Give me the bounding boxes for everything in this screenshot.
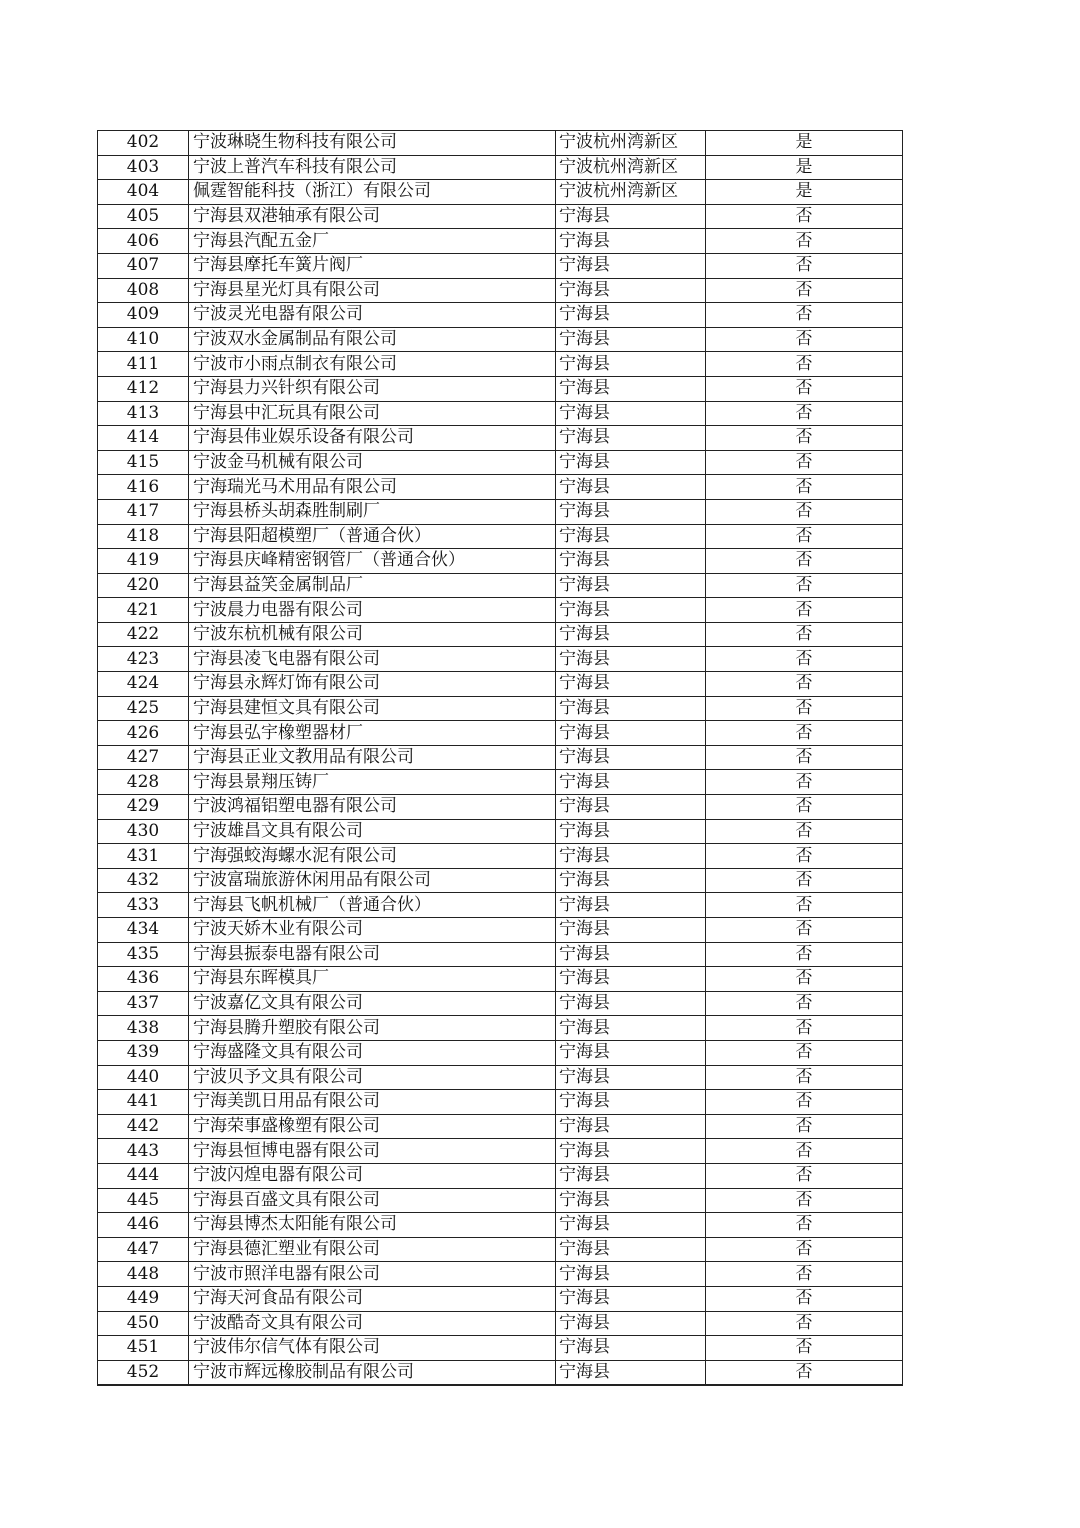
- status-cell: 否: [706, 524, 903, 549]
- company-name-cell: 宁海县摩托车簧片阀厂: [189, 253, 556, 278]
- row-number-cell: 447: [98, 1237, 189, 1262]
- status-cell: 否: [706, 1163, 903, 1188]
- status-cell: 否: [706, 303, 903, 328]
- row-number-cell: 406: [98, 229, 189, 254]
- status-cell: 否: [706, 721, 903, 746]
- row-number-cell: 417: [98, 499, 189, 524]
- row-number-cell: 449: [98, 1286, 189, 1311]
- row-number-cell: 405: [98, 204, 189, 229]
- status-cell: 否: [706, 598, 903, 623]
- region-cell: 宁海县: [556, 672, 706, 697]
- row-number-cell: 402: [98, 131, 189, 156]
- company-name-cell: 宁海县景翔压铸厂: [189, 770, 556, 795]
- company-name-cell: 宁海县凌飞电器有限公司: [189, 647, 556, 672]
- company-name-cell: 宁海县正业文教用品有限公司: [189, 745, 556, 770]
- row-number-cell: 407: [98, 253, 189, 278]
- row-number-cell: 404: [98, 180, 189, 205]
- row-number-cell: 436: [98, 967, 189, 992]
- status-cell: 否: [706, 1336, 903, 1361]
- table-row: [98, 253, 903, 278]
- region-cell: 宁海县: [556, 376, 706, 401]
- region-cell: 宁海县: [556, 745, 706, 770]
- status-cell: 否: [706, 991, 903, 1016]
- region-cell: 宁海县: [556, 450, 706, 475]
- company-name-cell: 宁海县力兴针织有限公司: [189, 376, 556, 401]
- table-row: [98, 524, 903, 549]
- company-name-cell: 宁波天娇木业有限公司: [189, 918, 556, 943]
- row-number-cell: 422: [98, 622, 189, 647]
- table-row: [98, 180, 903, 205]
- status-cell: 否: [706, 647, 903, 672]
- status-cell: 否: [706, 229, 903, 254]
- row-number-cell: 420: [98, 573, 189, 598]
- table-row: [98, 1360, 903, 1385]
- region-cell: 宁海县: [556, 524, 706, 549]
- company-name-cell: 宁海县中汇玩具有限公司: [189, 401, 556, 426]
- company-name-cell: 宁海县东晖模具厂: [189, 967, 556, 992]
- company-name-cell: 宁海县汽配五金厂: [189, 229, 556, 254]
- region-cell: 宁海县: [556, 721, 706, 746]
- row-number-cell: 413: [98, 401, 189, 426]
- region-cell: 宁波杭州湾新区: [556, 155, 706, 180]
- status-cell: 否: [706, 1040, 903, 1065]
- company-name-cell: 宁波东杭机械有限公司: [189, 622, 556, 647]
- row-number-cell: 416: [98, 475, 189, 500]
- row-number-cell: 425: [98, 696, 189, 721]
- region-cell: 宁海县: [556, 1336, 706, 1361]
- table-row: [98, 426, 903, 451]
- table-row: [98, 303, 903, 328]
- table-row: [98, 1213, 903, 1238]
- status-cell: 否: [706, 1188, 903, 1213]
- table-row: [98, 1040, 903, 1065]
- status-cell: 否: [706, 450, 903, 475]
- status-cell: 否: [706, 1090, 903, 1115]
- enterprise-table: [97, 130, 903, 1386]
- region-cell: 宁海县: [556, 770, 706, 795]
- company-name-cell: 宁波雄昌文具有限公司: [189, 819, 556, 844]
- row-number-cell: 441: [98, 1090, 189, 1115]
- region-cell: 宁海县: [556, 918, 706, 943]
- company-name-cell: 宁波市照洋电器有限公司: [189, 1262, 556, 1287]
- row-number-cell: 423: [98, 647, 189, 672]
- table-row: [98, 1163, 903, 1188]
- status-cell: 否: [706, 1311, 903, 1336]
- row-number-cell: 444: [98, 1163, 189, 1188]
- row-number-cell: 421: [98, 598, 189, 623]
- region-cell: 宁海县: [556, 352, 706, 377]
- row-number-cell: 439: [98, 1040, 189, 1065]
- row-number-cell: 428: [98, 770, 189, 795]
- region-cell: 宁海县: [556, 1213, 706, 1238]
- table-row: [98, 1188, 903, 1213]
- table-row: [98, 721, 903, 746]
- company-name-cell: 宁波上普汽车科技有限公司: [189, 155, 556, 180]
- row-number-cell: 435: [98, 942, 189, 967]
- company-name-cell: 宁波酷奇文具有限公司: [189, 1311, 556, 1336]
- status-cell: 否: [706, 549, 903, 574]
- table-row: [98, 475, 903, 500]
- region-cell: 宁海县: [556, 229, 706, 254]
- row-number-cell: 424: [98, 672, 189, 697]
- company-name-cell: 宁海县百盛文具有限公司: [189, 1188, 556, 1213]
- company-name-cell: 宁海县双港轴承有限公司: [189, 204, 556, 229]
- row-number-cell: 431: [98, 844, 189, 869]
- status-cell: 否: [706, 352, 903, 377]
- region-cell: 宁海县: [556, 1065, 706, 1090]
- company-name-cell: 宁海县益笑金属制品厂: [189, 573, 556, 598]
- company-name-cell: 宁海县振泰电器有限公司: [189, 942, 556, 967]
- table-row: [98, 1114, 903, 1139]
- row-number-cell: 403: [98, 155, 189, 180]
- status-cell: 否: [706, 1213, 903, 1238]
- row-number-cell: 411: [98, 352, 189, 377]
- row-number-cell: 452: [98, 1360, 189, 1385]
- table-row: [98, 131, 903, 156]
- row-number-cell: 443: [98, 1139, 189, 1164]
- status-cell: 否: [706, 253, 903, 278]
- region-cell: 宁海县: [556, 795, 706, 820]
- table-row: [98, 327, 903, 352]
- table-body: [98, 131, 903, 1386]
- status-cell: 否: [706, 426, 903, 451]
- company-name-cell: 宁海县弘宇橡塑器材厂: [189, 721, 556, 746]
- company-name-cell: 宁波富瑞旅游休闲用品有限公司: [189, 868, 556, 893]
- region-cell: 宁海县: [556, 327, 706, 352]
- company-name-cell: 宁波伟尔信气体有限公司: [189, 1336, 556, 1361]
- table-row: [98, 549, 903, 574]
- enterprise-table-container: [97, 130, 895, 1386]
- status-cell: 否: [706, 770, 903, 795]
- table-row: [98, 573, 903, 598]
- company-name-cell: 宁海荣事盛橡塑有限公司: [189, 1114, 556, 1139]
- row-number-cell: 430: [98, 819, 189, 844]
- status-cell: 否: [706, 475, 903, 500]
- company-name-cell: 宁海县博杰太阳能有限公司: [189, 1213, 556, 1238]
- region-cell: 宁波杭州湾新区: [556, 180, 706, 205]
- table-row: [98, 1139, 903, 1164]
- company-name-cell: 宁波金马机械有限公司: [189, 450, 556, 475]
- company-name-cell: 宁海县腾升塑胶有限公司: [189, 1016, 556, 1041]
- company-name-cell: 宁波鸿福铝塑电器有限公司: [189, 795, 556, 820]
- status-cell: 否: [706, 499, 903, 524]
- status-cell: 否: [706, 1016, 903, 1041]
- company-name-cell: 宁海县伟业娱乐设备有限公司: [189, 426, 556, 451]
- row-number-cell: 429: [98, 795, 189, 820]
- company-name-cell: 宁波嘉亿文具有限公司: [189, 991, 556, 1016]
- status-cell: 是: [706, 131, 903, 156]
- row-number-cell: 427: [98, 745, 189, 770]
- row-number-cell: 438: [98, 1016, 189, 1041]
- region-cell: 宁海县: [556, 1040, 706, 1065]
- status-cell: 否: [706, 1114, 903, 1139]
- status-cell: 否: [706, 942, 903, 967]
- region-cell: 宁海县: [556, 573, 706, 598]
- company-name-cell: 宁海天河食品有限公司: [189, 1286, 556, 1311]
- table-row: [98, 1286, 903, 1311]
- status-cell: 否: [706, 327, 903, 352]
- table-row: [98, 918, 903, 943]
- region-cell: 宁海县: [556, 622, 706, 647]
- row-number-cell: 437: [98, 991, 189, 1016]
- row-number-cell: 442: [98, 1114, 189, 1139]
- company-name-cell: 宁海县桥头胡森胜制刷厂: [189, 499, 556, 524]
- table-row: [98, 1311, 903, 1336]
- status-cell: 否: [706, 376, 903, 401]
- company-name-cell: 宁波闪煌电器有限公司: [189, 1163, 556, 1188]
- status-cell: 是: [706, 155, 903, 180]
- company-name-cell: 宁海盛隆文具有限公司: [189, 1040, 556, 1065]
- table-row: [98, 622, 903, 647]
- region-cell: 宁海县: [556, 549, 706, 574]
- table-row: [98, 868, 903, 893]
- status-cell: 否: [706, 672, 903, 697]
- company-name-cell: 宁波晨力电器有限公司: [189, 598, 556, 623]
- region-cell: 宁海县: [556, 819, 706, 844]
- region-cell: 宁海县: [556, 253, 706, 278]
- table-row: [98, 795, 903, 820]
- row-number-cell: 445: [98, 1188, 189, 1213]
- region-cell: 宁海县: [556, 1163, 706, 1188]
- row-number-cell: 409: [98, 303, 189, 328]
- table-row: [98, 672, 903, 697]
- row-number-cell: 448: [98, 1262, 189, 1287]
- company-name-cell: 宁海县永辉灯饰有限公司: [189, 672, 556, 697]
- region-cell: 宁海县: [556, 1262, 706, 1287]
- company-name-cell: 佩霆智能科技（浙江）有限公司: [189, 180, 556, 205]
- status-cell: 否: [706, 844, 903, 869]
- region-cell: 宁海县: [556, 1090, 706, 1115]
- region-cell: 宁海县: [556, 401, 706, 426]
- company-name-cell: 宁海美凯日用品有限公司: [189, 1090, 556, 1115]
- region-cell: 宁海县: [556, 696, 706, 721]
- table-row: [98, 1262, 903, 1287]
- region-cell: 宁海县: [556, 1016, 706, 1041]
- row-number-cell: 446: [98, 1213, 189, 1238]
- company-name-cell: 宁波市辉远橡胶制品有限公司: [189, 1360, 556, 1385]
- region-cell: 宁海县: [556, 1311, 706, 1336]
- status-cell: 否: [706, 1262, 903, 1287]
- row-number-cell: 434: [98, 918, 189, 943]
- status-cell: 否: [706, 918, 903, 943]
- region-cell: 宁波杭州湾新区: [556, 131, 706, 156]
- table-row: [98, 1237, 903, 1262]
- status-cell: 否: [706, 1139, 903, 1164]
- region-cell: 宁海县: [556, 1188, 706, 1213]
- region-cell: 宁海县: [556, 1286, 706, 1311]
- row-number-cell: 426: [98, 721, 189, 746]
- status-cell: 是: [706, 180, 903, 205]
- status-cell: 否: [706, 893, 903, 918]
- table-row: [98, 278, 903, 303]
- region-cell: 宁海县: [556, 893, 706, 918]
- status-cell: 否: [706, 868, 903, 893]
- table-row: [98, 1336, 903, 1361]
- status-cell: 否: [706, 622, 903, 647]
- table-row: [98, 770, 903, 795]
- table-row: [98, 1065, 903, 1090]
- row-number-cell: 408: [98, 278, 189, 303]
- region-cell: 宁海县: [556, 967, 706, 992]
- status-cell: 否: [706, 819, 903, 844]
- company-name-cell: 宁海瑞光马术用品有限公司: [189, 475, 556, 500]
- row-number-cell: 414: [98, 426, 189, 451]
- row-number-cell: 450: [98, 1311, 189, 1336]
- table-row: [98, 1016, 903, 1041]
- row-number-cell: 410: [98, 327, 189, 352]
- region-cell: 宁海县: [556, 1237, 706, 1262]
- table-row: [98, 893, 903, 918]
- company-name-cell: 宁海强蛟海螺水泥有限公司: [189, 844, 556, 869]
- region-cell: 宁海县: [556, 598, 706, 623]
- row-number-cell: 415: [98, 450, 189, 475]
- table-row: [98, 204, 903, 229]
- region-cell: 宁海县: [556, 991, 706, 1016]
- company-name-cell: 宁海县飞帆机械厂（普通合伙）: [189, 893, 556, 918]
- region-cell: 宁海县: [556, 426, 706, 451]
- status-cell: 否: [706, 967, 903, 992]
- region-cell: 宁海县: [556, 303, 706, 328]
- status-cell: 否: [706, 1237, 903, 1262]
- status-cell: 否: [706, 1286, 903, 1311]
- company-name-cell: 宁波双水金属制品有限公司: [189, 327, 556, 352]
- row-number-cell: 451: [98, 1336, 189, 1361]
- company-name-cell: 宁海县恒博电器有限公司: [189, 1139, 556, 1164]
- table-row: [98, 696, 903, 721]
- status-cell: 否: [706, 204, 903, 229]
- region-cell: 宁海县: [556, 1360, 706, 1385]
- row-number-cell: 418: [98, 524, 189, 549]
- region-cell: 宁海县: [556, 942, 706, 967]
- company-name-cell: 宁海县星光灯具有限公司: [189, 278, 556, 303]
- table-row: [98, 499, 903, 524]
- company-name-cell: 宁波灵光电器有限公司: [189, 303, 556, 328]
- status-cell: 否: [706, 278, 903, 303]
- status-cell: 否: [706, 573, 903, 598]
- table-row: [98, 967, 903, 992]
- row-number-cell: 412: [98, 376, 189, 401]
- region-cell: 宁海县: [556, 278, 706, 303]
- region-cell: 宁海县: [556, 1139, 706, 1164]
- table-row: [98, 819, 903, 844]
- table-row: [98, 942, 903, 967]
- table-row: [98, 376, 903, 401]
- table-row: [98, 450, 903, 475]
- table-row: [98, 229, 903, 254]
- table-row: [98, 745, 903, 770]
- company-name-cell: 宁海县德汇塑业有限公司: [189, 1237, 556, 1262]
- row-number-cell: 433: [98, 893, 189, 918]
- table-row: [98, 598, 903, 623]
- company-name-cell: 宁海县阳超模塑厂（普通合伙）: [189, 524, 556, 549]
- region-cell: 宁海县: [556, 475, 706, 500]
- table-row: [98, 844, 903, 869]
- status-cell: 否: [706, 1360, 903, 1385]
- status-cell: 否: [706, 745, 903, 770]
- company-name-cell: 宁波贝予文具有限公司: [189, 1065, 556, 1090]
- table-row: [98, 1090, 903, 1115]
- company-name-cell: 宁波市小雨点制衣有限公司: [189, 352, 556, 377]
- row-number-cell: 432: [98, 868, 189, 893]
- company-name-cell: 宁海县建恒文具有限公司: [189, 696, 556, 721]
- company-name-cell: 宁海县庆峰精密钢管厂（普通合伙）: [189, 549, 556, 574]
- table-row: [98, 401, 903, 426]
- region-cell: 宁海县: [556, 499, 706, 524]
- table-row: [98, 352, 903, 377]
- company-name-cell: 宁波琳晓生物科技有限公司: [189, 131, 556, 156]
- region-cell: 宁海县: [556, 868, 706, 893]
- status-cell: 否: [706, 795, 903, 820]
- table-row: [98, 991, 903, 1016]
- row-number-cell: 419: [98, 549, 189, 574]
- table-row: [98, 647, 903, 672]
- region-cell: 宁海县: [556, 844, 706, 869]
- region-cell: 宁海县: [556, 204, 706, 229]
- status-cell: 否: [706, 696, 903, 721]
- status-cell: 否: [706, 1065, 903, 1090]
- region-cell: 宁海县: [556, 1114, 706, 1139]
- row-number-cell: 440: [98, 1065, 189, 1090]
- region-cell: 宁海县: [556, 647, 706, 672]
- table-row: [98, 155, 903, 180]
- status-cell: 否: [706, 401, 903, 426]
